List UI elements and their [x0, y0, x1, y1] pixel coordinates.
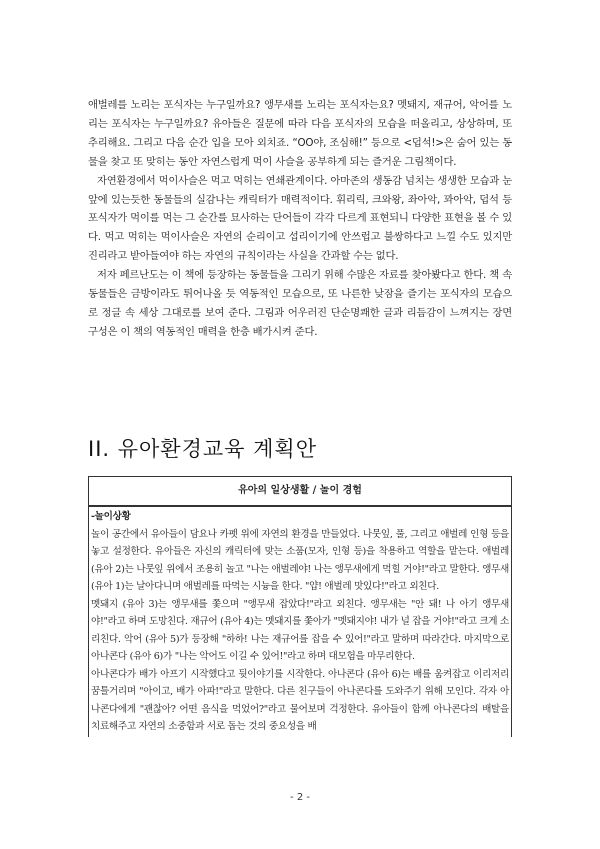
plan-table-header: 유아의 일상생활 / 놀이 경험 [89, 477, 512, 507]
plan-table [88, 476, 512, 737]
plan-table-cell [89, 506, 512, 737]
intro-paragraph-2: 자연환경에서 먹이사슬은 먹고 먹히는 연쇄관계이다. 아마존의 생동감 넘치는 생생한 모습과 눈앞에 있는듯한 동물들의 실감나는 캐릭터가 매력적이다. 휘리릭, 크와왕, 좌아악, 꽈아악, 덥석 등 포식자가 먹이를 먹는 그 순간를 묘사하는 단어들이 각각 다르게 표현되니 다양한 표현을 볼 수 있다. 먹고 먹히는 먹이사슬은 자연의 순리이고 섭리이기에 안쓰럽고 불쌍하다고 느낄 수도 있지만 진리라고 받아들여야 하는 자연의 규칙이라는 사실을 간과할 수는 없다. [88, 174, 512, 263]
situation-paragraph-2: 멧돼지 (유아 3)는 앵무새를 쫓으며 "앵무새 잡았다!"라고 외친다. 앵무새는 "안 돼! 나 아기 앵무새야!"라고 하며 도망친다. 재규어 (유아 4)는 멧돼지를 쫓아가 "멧돼지야! 내가 널 잡을 거야!"라고 크게 소리친다. 악어 (유아 5)가 등장해 "하하! 나는 재규어를 잡을 수 있어!"라고 말하며 따라간다. 마지막으로 아나콘다 (유아 6)가 "나는 악어도 이길 수 있어!"라고 하며 대모험을 마무리한다. [91, 598, 509, 662]
page-number: - 2 - [290, 792, 310, 803]
situation-heading: -놀이상황 [91, 511, 131, 522]
situation-paragraph-1: 놀이 공간에서 유아들이 담요나 카펫 위에 자연의 환경을 만들었다. 나뭇잎, 풀, 그리고 애벌레 인형 등을 놓고 설정한다. 유아들은 자신의 캐릭터에 맞는 소품(모자, 인형 등)을 착용하고 역할을 맡는다. 애벌레 (유아 2)는 나뭇잎 위에서 조용히 놀고 "나는 애벌레야! 나는 앵무새에게 먹힐 거야!"라고 말한다. 앵무새 (유아 1)는 날아다니며 애벌레를 따먹는 시늉을 한다. "얍! 애벌레 맛있다!"라고 외친다. [91, 528, 509, 592]
intro-paragraph-3: 저자 페르난도는 이 책에 등장하는 동물들을 그리기 위해 수많은 자료를 찾아봤다고 한다. 책 속 동물들은 금방이라도 튀어나올 듯 역동적인 모습으로, 또 나른한 낮잠을 즐기는 포식자의 모습으로 정글 속 세상 그대로를 보여 준다. 그림과 어우러진 단순명쾌한 글과 리듬감이 느껴지는 장면 구성은 이 책의 역동적인 매력을 한층 배가시켜 준다. [88, 269, 512, 338]
intro-paragraph-1: 애벌레를 노리는 포식자는 누구일까요? 앵무새를 노리는 포식자는요? 멧돼지, 재규어, 악어를 노리는 포식자는 누구일까요? 유아들은 질문에 따라 다음 포식자의 모습을 떠올리고, 상상하며, 또 추리해요. 그리고 다음 순간 입을 모아 외치죠. “OO야, 조심해!” 등으로 <덥석!>은 숨어 있는 동물을 찾고 또 맞히는 동안 자연스럽게 먹이 사슬을 공부하게 되는 즐거운 그림책이다. [88, 99, 512, 168]
situation-paragraph-3: 아나콘다가 배가 아프기 시작했다고 뒷이야기를 시작한다. 아나콘다 (유아 6)는 배를 움켜잡고 이리저리 꿈틀거리며 "아이고, 배가 아파!"라고 말한다. 다른 친구들이 아나콘다를 도와주기 위해 모인다. 각자 아나콘다에게 "괜찮아? 어떤 음식을 먹었어?"라고 물어보며 걱정한다. 유아들이 함께 아나콘다의 배탈을 치료해주고 자연의 소중함과 서로 돕는 것의 중요성을 배 [91, 668, 509, 732]
intro-text [88, 96, 512, 342]
section-title: II. 유아환경교육 계획안 [88, 437, 317, 462]
